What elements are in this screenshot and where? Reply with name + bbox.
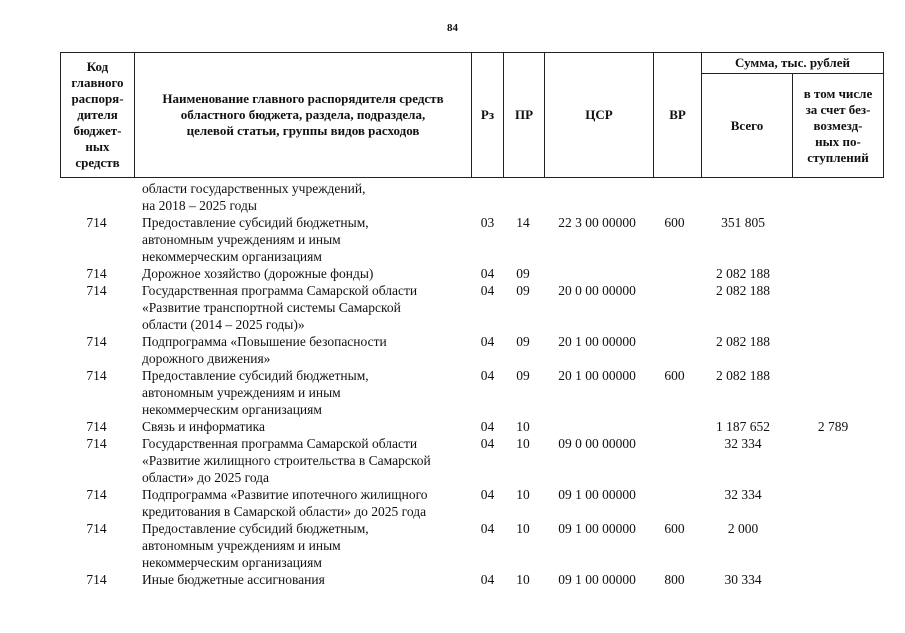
table-row xyxy=(60,282,885,333)
cell-total: 2 082 188 xyxy=(716,283,770,298)
cell-csr: 09 1 00 00000 xyxy=(558,487,636,502)
header-code: Код главного распоря- дителя бюджет- ных средств xyxy=(61,53,135,178)
cell-csr: 20 1 00 00000 xyxy=(558,334,636,349)
cell-pr: 10 xyxy=(516,419,530,434)
cell-rz: 04 xyxy=(480,419,495,434)
cell-code: 714 xyxy=(86,215,107,230)
cell-pr: 14 xyxy=(516,215,530,230)
cell-rz: 04 xyxy=(480,283,495,298)
table-row xyxy=(60,367,885,418)
cell-rz: 04 xyxy=(480,572,495,587)
cell-pr: 09 xyxy=(516,334,530,349)
cell-pr: 09 xyxy=(516,368,530,383)
table-body xyxy=(60,180,885,588)
cell-vr: 600 xyxy=(664,521,685,536)
cell-total: 32 334 xyxy=(724,436,762,451)
table-row xyxy=(60,333,885,367)
cell-pr: 09 xyxy=(516,266,530,281)
cell-total: 30 334 xyxy=(724,572,762,587)
cell-csr: 22 3 00 00000 xyxy=(558,215,636,230)
cell-pr: 09 xyxy=(516,283,530,298)
header-rz: Рз xyxy=(472,53,504,178)
cell-name: области государственных учреждений, на 2018 – 2025 годы xyxy=(142,181,366,213)
table-row xyxy=(60,214,885,265)
cell-name: Дорожное хозяйство (дорожные фонды) xyxy=(142,266,374,281)
cell-rz: 03 xyxy=(480,215,495,230)
cell-code: 714 xyxy=(86,283,107,298)
header-total: Всего xyxy=(702,74,793,178)
table-row xyxy=(60,520,885,571)
table-row xyxy=(60,486,885,520)
cell-code: 714 xyxy=(86,521,107,536)
cell-vr: 600 xyxy=(664,215,685,230)
cell-csr: 20 1 00 00000 xyxy=(558,368,636,383)
cell-rz: 04 xyxy=(480,436,495,451)
cell-code: 714 xyxy=(86,487,107,502)
cell-name: Предоставление субсидий бюджетным, автономным учреждениям и иным некоммерческим организациям xyxy=(142,215,369,264)
table-header xyxy=(60,52,884,178)
cell-code: 714 xyxy=(86,368,107,383)
table-row xyxy=(60,180,885,214)
cell-vr: 800 xyxy=(664,572,685,587)
cell-rz: 04 xyxy=(480,334,495,349)
header-sum: Сумма, тыс. рублей xyxy=(702,53,884,74)
cell-code: 714 xyxy=(86,419,107,434)
cell-code: 714 xyxy=(86,334,107,349)
table-row xyxy=(60,435,885,486)
cell-pr: 10 xyxy=(516,572,530,587)
cell-name: Иные бюджетные ассигнования xyxy=(142,572,325,587)
cell-pr: 10 xyxy=(516,436,530,451)
cell-total: 2 082 188 xyxy=(716,266,770,281)
page-number: 84 xyxy=(447,22,458,34)
header-vr: ВР xyxy=(654,53,702,178)
cell-pr: 10 xyxy=(516,521,530,536)
cell-rz: 04 xyxy=(480,487,495,502)
cell-code: 714 xyxy=(86,266,107,281)
cell-csr: 20 0 00 00000 xyxy=(558,283,636,298)
cell-csr: 09 1 00 00000 xyxy=(558,521,636,536)
table-row xyxy=(60,265,885,282)
table-row xyxy=(60,571,885,588)
header-free: в том числе за счет без- возмезд- ных по- ступлений xyxy=(793,74,884,178)
cell-name: Подпрограмма «Развитие ипотечного жилищного кредитования в Самарской области» до 2025 года xyxy=(142,487,428,519)
cell-total: 1 187 652 xyxy=(716,419,770,434)
cell-total: 2 000 xyxy=(727,521,759,536)
cell-name: Связь и информатика xyxy=(142,419,265,434)
cell-total: 351 805 xyxy=(721,215,765,230)
cell-total: 32 334 xyxy=(724,487,762,502)
cell-total: 2 082 188 xyxy=(716,368,770,383)
cell-vr: 600 xyxy=(664,368,685,383)
header-pr: ПР xyxy=(504,53,545,178)
cell-name: Государственная программа Самарской области «Развитие жилищного строительства в Самарской области» до 2025 года xyxy=(142,436,431,485)
cell-free: 2 789 xyxy=(817,419,849,434)
table-row xyxy=(60,418,885,435)
cell-code: 714 xyxy=(86,436,107,451)
cell-csr: 09 1 00 00000 xyxy=(558,572,636,587)
cell-name: Государственная программа Самарской области «Развитие транспортной системы Самарской области (2014 – 2025 годы)» xyxy=(142,283,418,332)
cell-name: Предоставление субсидий бюджетным, автономным учреждениям и иным некоммерческим организациям xyxy=(142,368,369,417)
cell-code: 714 xyxy=(86,572,107,587)
cell-name: Подпрограмма «Повышение безопасности дорожного движения» xyxy=(142,334,387,366)
cell-pr: 10 xyxy=(516,487,530,502)
header-name: Наименование главного распорядителя средств областного бюджета, раздела, подраздела, целевой статьи, группы видов расходов xyxy=(135,53,472,178)
cell-total: 2 082 188 xyxy=(716,334,770,349)
cell-name: Предоставление субсидий бюджетным, автономным учреждениям и иным некоммерческим организациям xyxy=(142,521,369,570)
cell-rz: 04 xyxy=(480,266,495,281)
header-csr: ЦСР xyxy=(545,53,654,178)
cell-rz: 04 xyxy=(480,521,495,536)
cell-rz: 04 xyxy=(480,368,495,383)
cell-csr: 09 0 00 00000 xyxy=(558,436,636,451)
